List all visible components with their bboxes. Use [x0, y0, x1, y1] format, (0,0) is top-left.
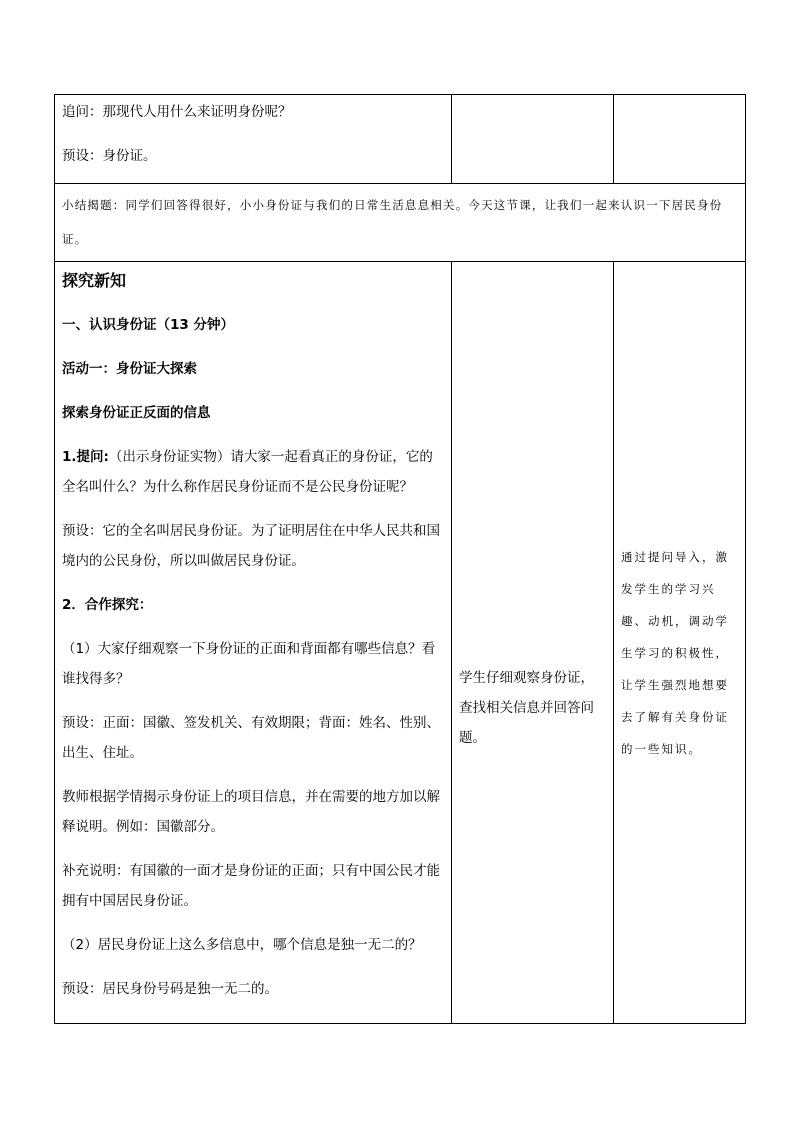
teacher-activity-cell: [55, 95, 452, 184]
cooperation-question-1: （1）大家仔细观察一下身份证的正面和背面都有哪些信息？看谁找得多？: [62, 641, 436, 687]
supplement-note: 补充说明：有国徽的一面才是身份证的正面；只有中国公民才能拥有中国居民身份证。: [62, 863, 440, 909]
teacher-activity-cell-main: [55, 262, 452, 1024]
cooperation-question-1-preset: 预设：正面：国徽、签发机关、有效期限；背面：姓名、性别、出生、住址。: [62, 715, 440, 761]
design-intent-text: 通过提问导入，激发学生的学习兴趣、动机，调动学生学习的积极性，让学生强烈地想要去了解有关身份证的一些知识。: [621, 549, 729, 756]
followup-question: 追问：那现代人用什么来证明身份呢？: [62, 104, 292, 120]
student-activity-cell-main: [452, 262, 614, 1024]
part-title: 一、认识身份证（13 分钟）: [62, 317, 234, 333]
followup-preset: 预设：身份证。: [62, 148, 157, 164]
topic-title: 探索身份证正反面的信息: [62, 405, 211, 421]
summary-cell: [55, 184, 746, 262]
cooperation-question-2-preset: 预设：居民身份号码是独一无二的。: [62, 981, 278, 997]
question-1-preset: 预设：它的全名叫居民身份证。为了证明居住在中华人民共和国境内的公民身份，所以叫做居民身份证。: [62, 523, 440, 569]
table-row-main: [55, 262, 746, 1024]
table-row-summary: [55, 184, 746, 262]
teacher-note: 教师根据学情揭示身份证上的项目信息，并在需要的地方加以解释说明。例如：国徽部分。: [62, 789, 440, 835]
lesson-plan-table: [54, 94, 746, 1024]
design-intent-cell-main: [614, 262, 746, 1024]
summary-text: 小结揭题：同学们回答得很好，小小身份证与我们的日常生活息息相关。今天这节课，让我们一起来认识一下居民身份证。: [62, 198, 723, 246]
design-intent-cell: [614, 95, 746, 184]
question-1: [62, 442, 444, 502]
question-1-label: 1.提问:: [62, 449, 109, 465]
cooperation-title: 2．合作探究：: [62, 597, 153, 613]
cooperation-question-2: （2）居民身份证上这么多信息中，哪个信息是独一无二的？: [62, 937, 422, 953]
activity-title: 活动一：身份证大探索: [62, 361, 197, 377]
question-1-text: （出示身份证实物）请大家一起看真正的身份证，它的全名叫什么？为什么称作居民身份证而不是公民身份证呢？: [62, 449, 433, 495]
student-activity-text: 学生仔细观察身份证，查找相关信息并回答问题。: [459, 669, 594, 746]
section-title: 探究新知: [62, 271, 127, 290]
student-activity-cell: [452, 95, 614, 184]
table-row-followup: [55, 95, 746, 184]
